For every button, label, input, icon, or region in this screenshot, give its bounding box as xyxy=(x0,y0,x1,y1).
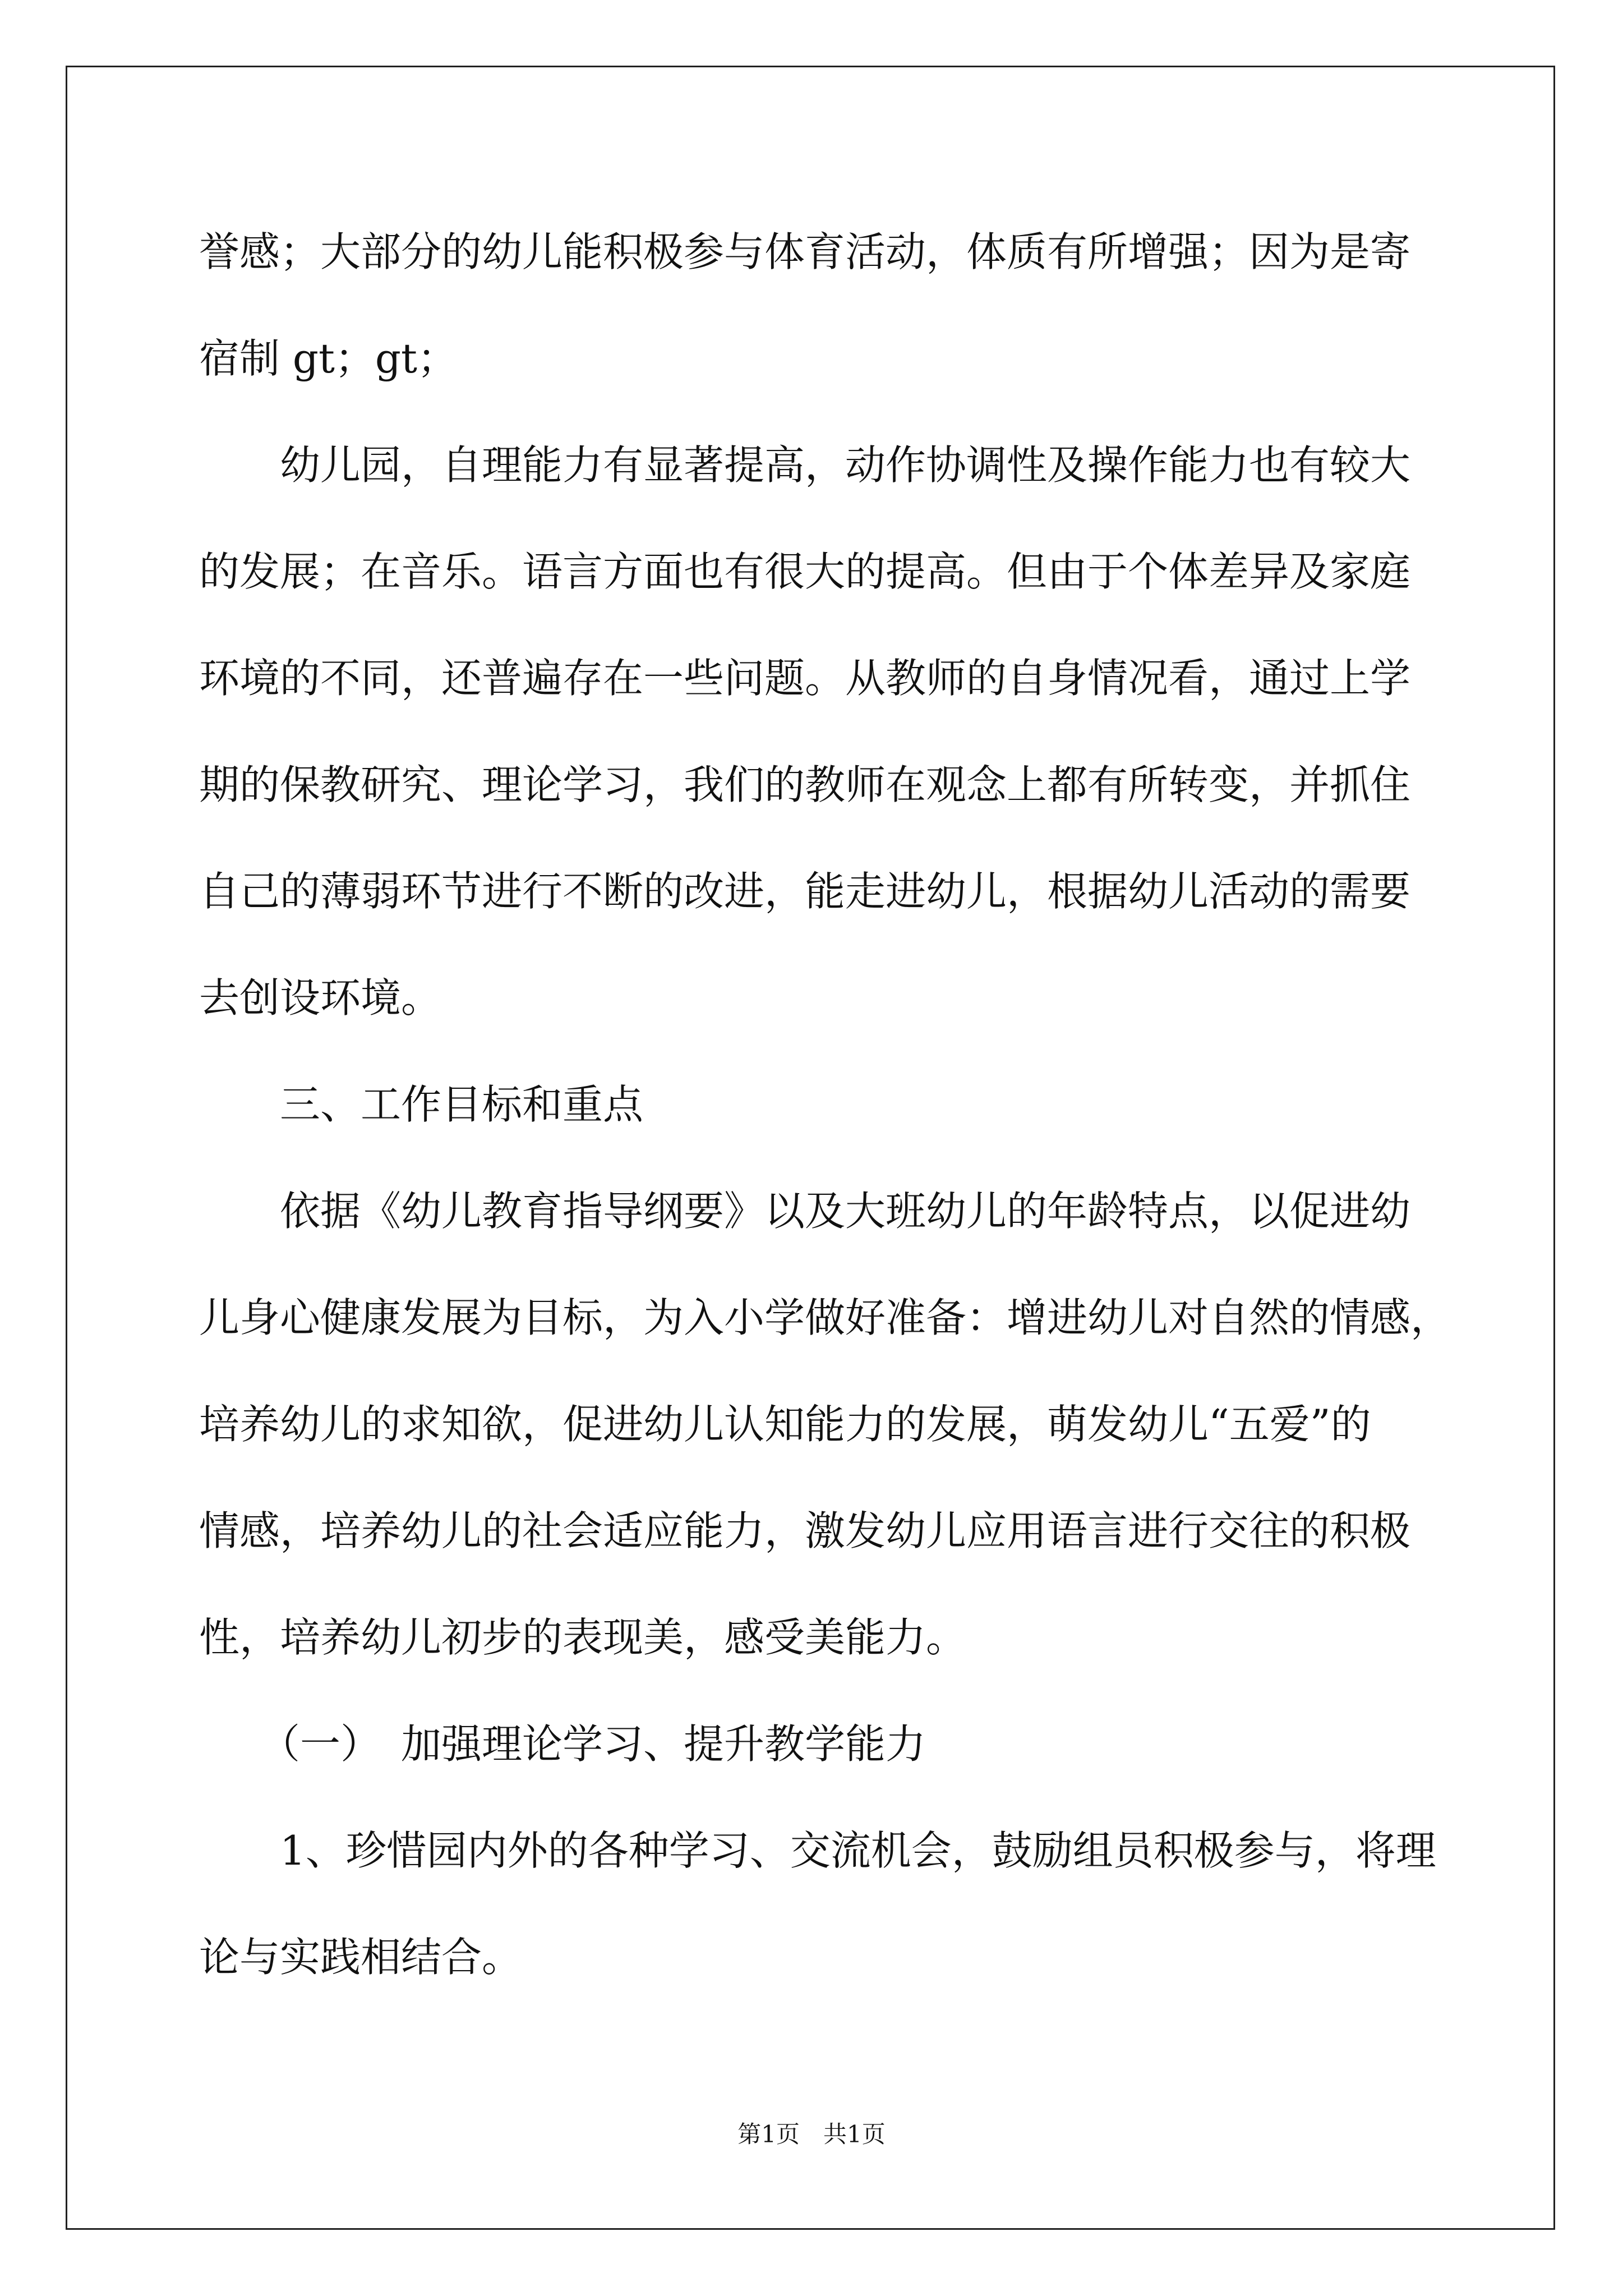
text-line: 自己的薄弱环节进行不断的改进，能走进幼儿，根据幼儿活动的需要 xyxy=(199,868,1411,915)
text-line: 培养幼儿的求知欲，促进幼儿认知能力的发展，萌发幼儿“五爱”的 xyxy=(199,1401,1371,1448)
text-line: 情感，培养幼儿的社会适应能力，激发幼儿应用语言进行交往的积极 xyxy=(199,1507,1411,1554)
text-line: 论与实践相结合。 xyxy=(199,1934,523,1981)
text-line: 期的保教研究、理论学习，我们的教师在观念上都有所转变，并抓住 xyxy=(199,761,1411,808)
section-heading: 三、工作目标和重点 xyxy=(199,1081,644,1128)
text-line: 的发展；在音乐。语言方面也有很大的提高。但由于个体差异及家庭 xyxy=(199,548,1411,595)
text-line: 依据《幼儿教育指导纲要》以及大班幼儿的年龄特点，以促进幼 xyxy=(199,1188,1411,1235)
text-line: 环境的不同，还普遍存在一些问题。从教师的自身情况看，通过上学 xyxy=(199,655,1411,702)
subsection-heading: （一） 加强理论学习、提升教学能力 xyxy=(199,1720,926,1768)
text-line: 1、珍惜园内外的各种学习、交流机会，鼓励组员积极参与，将理 xyxy=(199,1827,1436,1874)
text-line: 去创设环境。 xyxy=(199,974,442,1022)
document-body xyxy=(199,199,1451,2010)
text-line: 誉感；大部分的幼儿能积极参与体育活动，体质有所增强；因为是寄 xyxy=(199,228,1411,275)
text-line: 儿身心健康发展为目标，为入小学做好准备：增进幼儿对自然的情感， xyxy=(199,1294,1451,1341)
text-line: 性，培养幼儿初步的表现美，感受美能力。 xyxy=(199,1614,967,1661)
text-line: 宿制 gt；gt； xyxy=(199,335,458,382)
page-footer: 第1页 共1页 xyxy=(737,2120,886,2148)
text-line: 幼儿园，自理能力有显著提高，动作协调性及操作能力也有较大 xyxy=(199,441,1411,489)
